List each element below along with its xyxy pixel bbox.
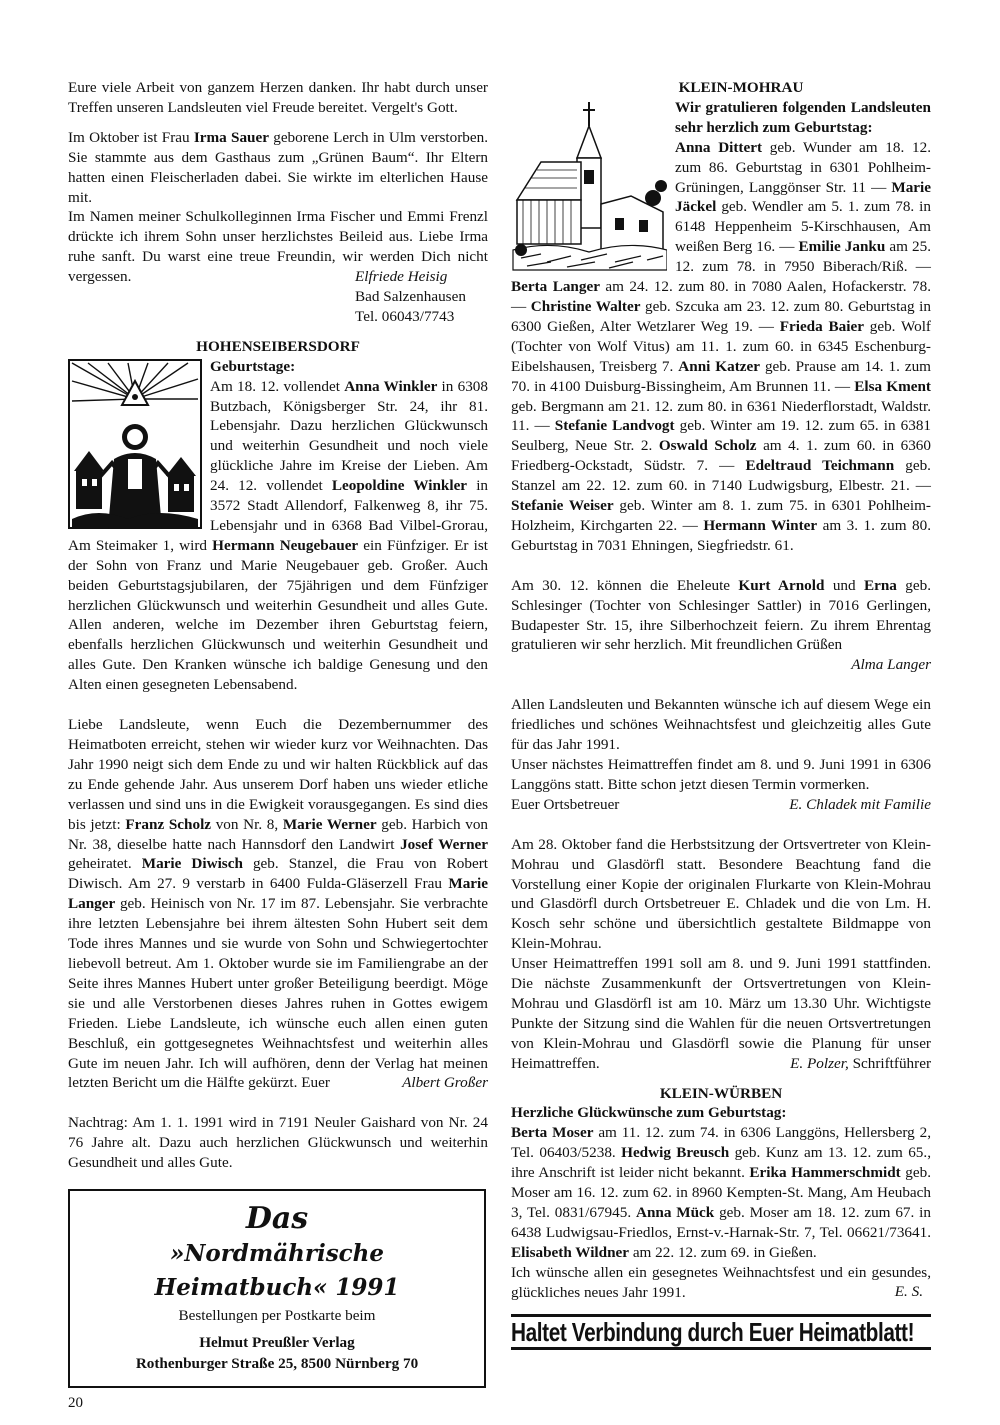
obituary-paragraph: Im Oktober ist Frau Irma Sauer geborene Lerch in Ulm verstorben. Sie stammte aus dem Gasthaus zum „Grünen Baum“. Ihr Eltern hatten einen Fleischerladen dabei. Sie wirkte im elterlichen Hause mit. bbox=[68, 128, 489, 206]
ortsbetreuer-signature-line: Euer Ortsbetreuer E. Chladek mit Familie bbox=[511, 795, 931, 813]
closing-wishes: Ich wünsche allen ein gesegnetes Weihnachtsfest und ein gesundes, glückliches neues Jahr 1991. bbox=[511, 1263, 931, 1301]
signature-polzer: E. Polzer, Schriftführer bbox=[790, 1054, 931, 1072]
church-drawing-icon bbox=[511, 100, 667, 272]
klein-wuerben-birthdays: Berta Moser am 11. 12. zum 74. in 6306 Langgöns, Hellersberg 2, Tel. 06403/5238. Hedwig Breusch geb. Kunz am 13. 12. zum 65., ihre Anschrift ist leider nicht bekannt. Erika Hammerschmidt geb. Moser am 16. 12. zum 62. in 8960 Kempten-St. Mang, Am Heubach 3, Tel. 0831/67945. Anna Mück geb. Moser am 18. 12. zum 67. in 6438 Ludwigsau-Friedlos, Ernst-v.-Harnak-Str. 7, Tel. 06621/73641. Elisabeth Wildner am 22. 12. zum 69. in Gießen. bbox=[511, 1124, 931, 1261]
section-heading-hohenseibersdorf: HOHENSEIBERSDORF bbox=[196, 337, 360, 355]
book-advertisement bbox=[68, 1189, 486, 1388]
klein-mohrau-birthdays: Anna Dittert geb. Wunder am 18. 12. zum 86. Geburtstag in 6301 Pohlheim-Grüningen, Langgönser Str. 11 — Marie Jäckel geb. Wendler am 5. 1. zum 78. in 6148 Heppenheim 5-Kirschhausen, Am weißen Berg 16. — Emilie Janku am 25. 12. zum 78. in 7950 Biberach/Riß. — Berta Langer am 24. 12. zum 80. in 7080 Aalen, Hofackerstr. 78. — Christine Walter geb. Szcuka am 23. 12. zum 80. Geburtstag in 6300 Gießen, Alter Wetzlarer Weg 19. — Frieda Baier geb. Wolf (Tochter von Wolf Vitus) am 11. 1. zum 60. in 6345 Eschenburg-Eibelshausen, Treisberg 7. Anni Katzer geb. Prause am 14. 1. zum 70. in 4100 Duisburg-Bissingheim, Am Brunnen 11. — Elsa Kment geb. Bergmann am 21. 12. zum 80. in 6361 Niederflorstadt, Waldstr. 11. — Stefanie Landvogt geb. Winter am 19. 12. zum 65. in 6381 Seulberg, Neue Str. 2. Oswald Scholz am 4. 1. zum 60. in 6360 Friedberg-Ockstadt, Südstr. 7. — Edeltraud Teichmann geb. Stanzel am 22. 12. zum 60. in 7140 Ludwigsburg, Elbestr. 21. — Stefanie Weiser geb. Winter am 8. 1. zum 75. in 6301 Pohlheim-Holzheim, Kirchgarten 22. — Hermann Winter am 3. 1. zum 80. Geburtstag in 7031 Ehningen, Siegfriedstr. 61. bbox=[511, 138, 932, 554]
address-line: Bad Salzenhausen bbox=[355, 287, 466, 305]
slogan-text: Haltet Verbindung durch Euer Heimatblatt! bbox=[511, 1317, 915, 1348]
ad-publisher: Helmut Preußler Verlag bbox=[199, 1333, 355, 1351]
intro-paragraph: Eure viele Arbeit von ganzem Herzen danken. Ihr habt durch unser Treffen unseren Landsleuten viel Freude bereitet. Vergelt's Gott. bbox=[68, 79, 488, 116]
signature-heisig: Elfriede Heisig bbox=[355, 268, 448, 286]
signature-es: E. S. bbox=[894, 1283, 923, 1301]
klein-mohrau-subheading: Wir gratulieren folgenden Landsleuten sehr herzlich zum Geburtstag: bbox=[675, 98, 931, 136]
signature-alma-langer: Alma Langer bbox=[851, 656, 931, 674]
nachtrag-paragraph: Nachtrag: Am 1. 1. 1991 wird in 7191 Neuler Gaishard von Nr. 24 76 Jahre alt. Dazu auch herzlichen Glückwunsch und weiterhin Gesundheit und alles Gute. bbox=[68, 1114, 488, 1172]
greetings-paragraph: Allen Landsleuten und Bekannten wünsche ich auf diesem Wege ein friedliches und schönes Weihnachtsfest und gleichzeitig alles Gute für das Jahr 1991. bbox=[511, 696, 931, 754]
woodcut-illustration bbox=[68, 359, 202, 529]
left-column bbox=[68, 78, 488, 1388]
church-illustration bbox=[511, 100, 667, 272]
meeting-paragraph: Unser nächstes Heimattreffen findet am 8. und 9. Juni 1991 in 6306 Langgöns statt. Bitte schon jetzt diesen Termin vormerken. bbox=[511, 756, 931, 793]
phone-line: Tel. 06043/7743 bbox=[355, 307, 455, 325]
birthdays-subheading: Geburtstage: bbox=[210, 357, 296, 375]
right-column bbox=[511, 78, 931, 1350]
silver-wedding-paragraph: Am 30. 12. können die Eheleute Kurt Arnold und Erna geb. Schlesinger (Tochter von Schlesinger Sattler) in 7016 Gerlingen, Budapester Str. 15, ihre Silberhochzeit feiern. Zu ihrem Ehrentag gratulieren wir sehr herzlich. Mit freundlichen Grüßen bbox=[511, 576, 932, 654]
heimattreffen-paragraph: Unser Heimattreffen 1991 soll am 8. und 9. Juni 1991 stattfinden. Die nächste Zusammenkunft der Ortsvertretungen von Klein-Mohrau und Glasdörfl ist am 10. März um 13.30 Uhr. Wichtigste Punkte der Sitzung sind die Wahlen für die neuen Ortsvertretungen von Klein-Mohrau und Glasdörfl sowie die Planung für unser Heimattreffen. bbox=[511, 955, 931, 1072]
page-number: 20 bbox=[68, 1395, 83, 1411]
ad-book-title: »Nordmährische Heimatbuch« 1991 bbox=[154, 1239, 400, 1301]
signature-grosser: Albert Großer bbox=[402, 1074, 488, 1092]
ad-publisher-address: Rothenburger Straße 25, 8500 Nürnberg 70 bbox=[135, 1354, 419, 1372]
woodcut-figure-icon bbox=[68, 359, 202, 529]
ad-title-das: Das bbox=[245, 1200, 309, 1236]
klein-wuerben-subheading: Herzliche Glückwünsche zum Geburtstag: bbox=[511, 1104, 787, 1122]
section-heading-klein-wuerben: KLEIN-WÜRBEN bbox=[659, 1084, 783, 1102]
slogan-banner bbox=[511, 1314, 931, 1350]
condolence-paragraph: Im Namen meiner Schulkolleginnen Irma Fischer und Emmi Frenzl drückte ich ihrem Sohn unser herzlichstes Beileid aus. Liebe Irma ruhe sanft. Du warst eine treue Freundin, wir werden Dich nicht vergessen. bbox=[68, 208, 488, 286]
christmas-letter: Liebe Landsleute, wenn Euch die Dezembernummer des Heimatboten erreicht, stehen wir wieder kurz vor Weihnachten. Das Jahr 1990 neigt sich dem Ende zu und wir halten Rückblick auf das zu Ende gehende Jahr. Aus unserem Dorf haben uns wieder etliche verlassen und sind uns in die Ewigkeit vorausgegangen. Es sind dies bis jetzt: Franz Scholz von Nr. 8, Marie Werner geb. Harbich von Nr. 38, dieselbe hatte nach Hannsdorf den Landwirt Josef Werner geheiratet. Marie Diwisch geb. Stanzel, die Frau von Robert Diwisch. Am 27. 9 verstarb in 6400 Fulda-Gläserzell Frau Marie Langer geb. Heinisch von Nr. 17 im 87. Lebensjahr. Sie verbrachte ihre letzten Lebensjahre bei ihrem ältesten Sohn Hubert seit dem Tode ihres Mannes und sie wurde von Sohn und Schwiegertochter liebevoll betreut. Am 1. Oktober wurde sie im Familiengrabe an der Seite ihres Mannes Hubert unter großer Beteiligung beerdigt. Möge sie und alle Verstorbenen dieses Jahres ruhen in Gottes ewigem Frieden. Liebe Landsleute, ich wünsche euch allen einen guten Beschluß, ein gottgesegnetes Weihnachtsfest und weiterhin alles Gute im neuen Jahr. Ich will aufhören, denn der Verlag hat meinen letzten Bericht um die Hälfte gekürzt. Euer bbox=[68, 716, 489, 1092]
section-heading-klein-mohrau: KLEIN-MOHRAU bbox=[678, 79, 804, 96]
ad-order-text: Bestellungen per Postkarte beim bbox=[178, 1306, 376, 1324]
hohenseibersdorf-birthdays: Am 18. 12. vollendet Anna Winkler in 6308 Butzbach, Königsberger Str. 24, ihr 81. Lebensjahr. Dazu herzlichen Glückwunsch und weiterhin Gesundheit und noch viele glückliche Jahre im Kreise der Lieben. Am 24. 12. vollendet Leopoldine Winkler in 3572 Stadt Allendorf, Falkenweg 8, ihr 75. Lebensjahr und in 6368 Bad Vilbel-Grorau, Am Steimaker 1, wird Hermann Neugebauer ein Fünfziger. Er ist der Sohn von Franz und Marie Neugebauer geb. Großer. Auch beiden Geburtstagsjubilaren, der 75jährigen und dem Fünfziger herzlichen Glückwunsch und weiterhin Gesundheit und alles Gute. Allen anderen, welche im Dezember ihren Geburtstag feiern, ebenfalls herzlichen Glückwunsch und weiterhin Gesundheit und alles Gute. Den Kranken wünsche ich baldige Genesung und den Alten einen gesegneten Lebensabend. bbox=[68, 377, 489, 694]
autumn-session-paragraph: Am 28. Oktober fand die Herbstsitzung der Ortsvertreter von Klein-Mohrau und Glasdörfl statt. Besondere Beachtung fand die Vorstellung einer Kopie der originalen Flurkarte von Klein-Mohrau und Glasdörfl durch Ortsbetreuer E. Chladek und die von Lm. H. Kosch sehr schöne und übersichtlich gestaltete Bildmappe von Klein-Mohrau. bbox=[511, 835, 931, 953]
